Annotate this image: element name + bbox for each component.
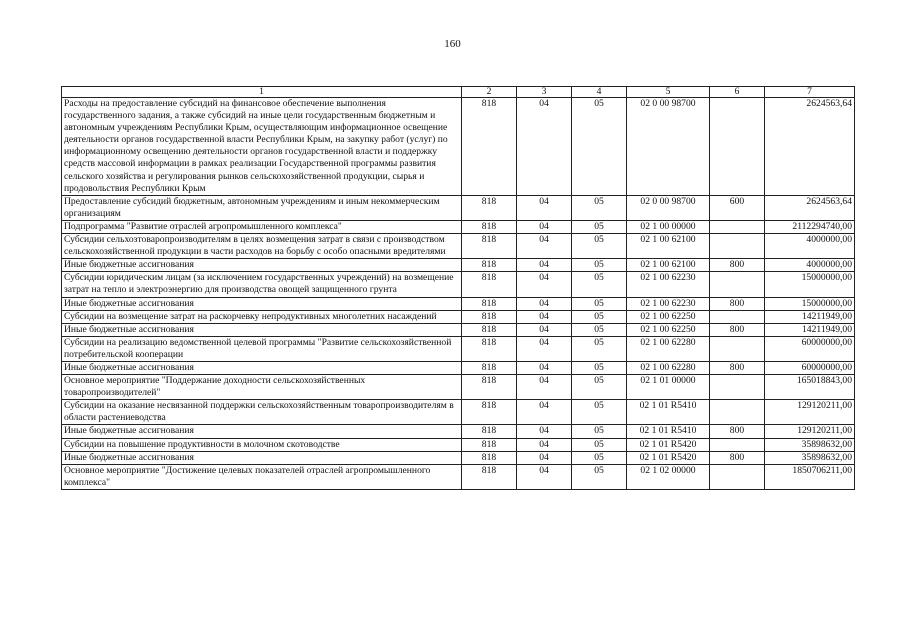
- table-row: [62, 297, 855, 310]
- row-col2-cell: 818: [462, 220, 517, 233]
- row-col6-cell: [710, 375, 765, 400]
- row-col2-cell: 818: [462, 310, 517, 323]
- row-col3-cell: 04: [517, 438, 572, 451]
- row-amount-cell: 129120211,00: [765, 400, 855, 425]
- row-col4-cell: 05: [572, 336, 627, 361]
- row-col6-cell: [710, 400, 765, 425]
- column-header-2: 2: [462, 87, 517, 98]
- row-col5-cell: 02 1 00 62280: [627, 361, 710, 374]
- column-header-6: 6: [710, 87, 765, 98]
- row-col3-cell: 04: [517, 323, 572, 336]
- row-amount-cell: 2624563,64: [765, 98, 855, 196]
- row-name-cell: Субсидии на оказание несвязанной поддержки сельскохозяйственным товаропроизводителям в области растениеводства: [62, 400, 462, 425]
- column-header-3: 3: [517, 87, 572, 98]
- row-amount-cell: 15000000,00: [765, 297, 855, 310]
- row-col6-cell: [710, 220, 765, 233]
- row-amount-cell: 60000000,00: [765, 336, 855, 361]
- row-col3-cell: 04: [517, 234, 572, 259]
- table-row: [62, 451, 855, 464]
- row-col5-cell: 02 1 00 62100: [627, 259, 710, 272]
- row-col5-cell: 02 1 01 R5410: [627, 425, 710, 438]
- row-name-cell: Субсидии на возмещение затрат на раскорчевку непродуктивных многолетних насаждений: [62, 310, 462, 323]
- row-name-cell: Иные бюджетные ассигнования: [62, 451, 462, 464]
- row-col5-cell: 02 1 00 62280: [627, 336, 710, 361]
- row-col4-cell: 05: [572, 259, 627, 272]
- row-col4-cell: 05: [572, 323, 627, 336]
- row-col2-cell: 818: [462, 323, 517, 336]
- row-col4-cell: 05: [572, 375, 627, 400]
- row-col3-cell: 04: [517, 400, 572, 425]
- row-col3-cell: 04: [517, 259, 572, 272]
- column-header-7: 7: [765, 87, 855, 98]
- row-col3-cell: 04: [517, 451, 572, 464]
- row-name-cell: Основное мероприятие "Поддержание доходности сельскохозяйственных товаропроизводителей": [62, 375, 462, 400]
- row-col2-cell: 818: [462, 336, 517, 361]
- row-col5-cell: 02 1 00 62230: [627, 297, 710, 310]
- table-row: [62, 98, 855, 196]
- row-col4-cell: 05: [572, 272, 627, 297]
- row-col5-cell: 02 1 00 62100: [627, 234, 710, 259]
- column-header-5: 5: [627, 87, 710, 98]
- row-name-cell: Субсидии юридическим лицам (за исключением государственных учреждений) на возмещение затрат на тепло и электроэнергию для производства овощей защищенного грунта: [62, 272, 462, 297]
- table-row: [62, 464, 855, 489]
- row-name-cell: Иные бюджетные ассигнования: [62, 323, 462, 336]
- row-col5-cell: 02 1 02 00000: [627, 464, 710, 489]
- row-col4-cell: 05: [572, 220, 627, 233]
- row-col6-cell: 800: [710, 361, 765, 374]
- row-col4-cell: 05: [572, 464, 627, 489]
- row-name-cell: Иные бюджетные ассигнования: [62, 259, 462, 272]
- table-row: [62, 400, 855, 425]
- row-amount-cell: 14211949,00: [765, 310, 855, 323]
- row-col3-cell: 04: [517, 425, 572, 438]
- table-row: [62, 438, 855, 451]
- table-row: [62, 272, 855, 297]
- row-col2-cell: 818: [462, 98, 517, 196]
- row-col2-cell: 818: [462, 234, 517, 259]
- row-col6-cell: 800: [710, 425, 765, 438]
- row-col6-cell: [710, 272, 765, 297]
- row-col2-cell: 818: [462, 464, 517, 489]
- row-col2-cell: 818: [462, 375, 517, 400]
- row-name-cell: Основное мероприятие "Достижение целевых показателей отраслей агропромышленного комплекса": [62, 464, 462, 489]
- table-row: [62, 310, 855, 323]
- row-col4-cell: 05: [572, 234, 627, 259]
- row-name-cell: Иные бюджетные ассигнования: [62, 425, 462, 438]
- row-col2-cell: 818: [462, 272, 517, 297]
- table-row: [62, 375, 855, 400]
- table-row: [62, 195, 855, 220]
- row-col6-cell: 800: [710, 297, 765, 310]
- row-name-cell: Предоставление субсидий бюджетным, автономным учреждениям и иным некоммерческим организациям: [62, 195, 462, 220]
- budget-table: [61, 86, 855, 490]
- row-col3-cell: 04: [517, 310, 572, 323]
- row-amount-cell: 35898632,00: [765, 438, 855, 451]
- row-amount-cell: 4000000,00: [765, 259, 855, 272]
- row-col2-cell: 818: [462, 297, 517, 310]
- row-col3-cell: 04: [517, 297, 572, 310]
- row-amount-cell: 14211949,00: [765, 323, 855, 336]
- row-amount-cell: 15000000,00: [765, 272, 855, 297]
- row-col5-cell: 02 1 00 62230: [627, 272, 710, 297]
- row-col2-cell: 818: [462, 425, 517, 438]
- row-col4-cell: 05: [572, 361, 627, 374]
- column-header-4: 4: [572, 87, 627, 98]
- row-amount-cell: 165018843,00: [765, 375, 855, 400]
- row-col5-cell: 02 0 00 98700: [627, 98, 710, 196]
- row-col3-cell: 04: [517, 98, 572, 196]
- row-name-cell: Субсидии на реализацию ведомственной целевой программы "Развитие сельскохозяйственной потребительской кооперации: [62, 336, 462, 361]
- row-col6-cell: [710, 234, 765, 259]
- row-col5-cell: 02 1 01 R5420: [627, 451, 710, 464]
- row-col5-cell: 02 1 00 62250: [627, 323, 710, 336]
- row-amount-cell: 4000000,00: [765, 234, 855, 259]
- row-col2-cell: 818: [462, 361, 517, 374]
- row-col4-cell: 05: [572, 438, 627, 451]
- row-col3-cell: 04: [517, 375, 572, 400]
- row-col6-cell: [710, 98, 765, 196]
- row-col4-cell: 05: [572, 98, 627, 196]
- table-row: [62, 425, 855, 438]
- row-amount-cell: 2624563,64: [765, 195, 855, 220]
- row-col3-cell: 04: [517, 464, 572, 489]
- row-col4-cell: 05: [572, 195, 627, 220]
- row-name-cell: Подпрограмма "Развитие отраслей агропромышленного комплекса": [62, 220, 462, 233]
- row-col4-cell: 05: [572, 310, 627, 323]
- table-row: [62, 234, 855, 259]
- row-col5-cell: 02 0 00 98700: [627, 195, 710, 220]
- table-row: [62, 336, 855, 361]
- row-col4-cell: 05: [572, 400, 627, 425]
- row-amount-cell: 129120211,00: [765, 425, 855, 438]
- row-col2-cell: 818: [462, 400, 517, 425]
- row-col6-cell: 800: [710, 259, 765, 272]
- row-col5-cell: 02 1 01 R5410: [627, 400, 710, 425]
- row-amount-cell: 35898632,00: [765, 451, 855, 464]
- row-col3-cell: 04: [517, 336, 572, 361]
- row-name-cell: Иные бюджетные ассигнования: [62, 297, 462, 310]
- row-name-cell: Субсидии сельхозтоваропроизводителям в целях возмещения затрат в связи с производством сельскохозяйственной продукции в части расходов на борьбу с особо опасными вредителями: [62, 234, 462, 259]
- table-row: [62, 323, 855, 336]
- row-col2-cell: 818: [462, 195, 517, 220]
- table-row: [62, 361, 855, 374]
- row-col3-cell: 04: [517, 195, 572, 220]
- row-name-cell: Расходы на предоставление субсидий на финансовое обеспечение выполнения государственного задания, а также субсидий на иные цели государственным бюджетным и автономным учреждениям Республики Крым, осуществляющим информационное освещение деятельности органов государственной власти Республики Крым, на закупку работ (услуг) по информационному освещению деятельности органов государственной власти и поддержку средств массовой информации в рамках реализации Государственной программы развития сельского хозяйства и регулирования рынков сельскохозяйственной продукции, сырья и продовольствия Республики Крым: [62, 98, 462, 196]
- row-col6-cell: 800: [710, 451, 765, 464]
- row-name-cell: Субсидии на повышение продуктивности в молочном скотоводстве: [62, 438, 462, 451]
- row-col4-cell: 05: [572, 425, 627, 438]
- row-col2-cell: 818: [462, 438, 517, 451]
- row-amount-cell: 2112294740,00: [765, 220, 855, 233]
- row-col6-cell: 600: [710, 195, 765, 220]
- row-col6-cell: 800: [710, 323, 765, 336]
- row-col5-cell: 02 1 01 00000: [627, 375, 710, 400]
- column-header-1: 1: [62, 87, 462, 98]
- row-col3-cell: 04: [517, 220, 572, 233]
- table-row: [62, 220, 855, 233]
- table-row: [62, 259, 855, 272]
- page-number: 160: [444, 38, 461, 50]
- row-col2-cell: 818: [462, 451, 517, 464]
- row-col3-cell: 04: [517, 272, 572, 297]
- row-col3-cell: 04: [517, 361, 572, 374]
- row-col4-cell: 05: [572, 451, 627, 464]
- row-col5-cell: 02 1 01 R5420: [627, 438, 710, 451]
- row-name-cell: Иные бюджетные ассигнования: [62, 361, 462, 374]
- row-col6-cell: [710, 310, 765, 323]
- row-col5-cell: 02 1 00 62250: [627, 310, 710, 323]
- row-amount-cell: 60000000,00: [765, 361, 855, 374]
- row-col6-cell: [710, 438, 765, 451]
- row-col4-cell: 05: [572, 297, 627, 310]
- row-col5-cell: 02 1 00 00000: [627, 220, 710, 233]
- row-col2-cell: 818: [462, 259, 517, 272]
- table-header-row: [62, 87, 855, 98]
- row-col6-cell: [710, 464, 765, 489]
- row-amount-cell: 1850706211,00: [765, 464, 855, 489]
- row-col6-cell: [710, 336, 765, 361]
